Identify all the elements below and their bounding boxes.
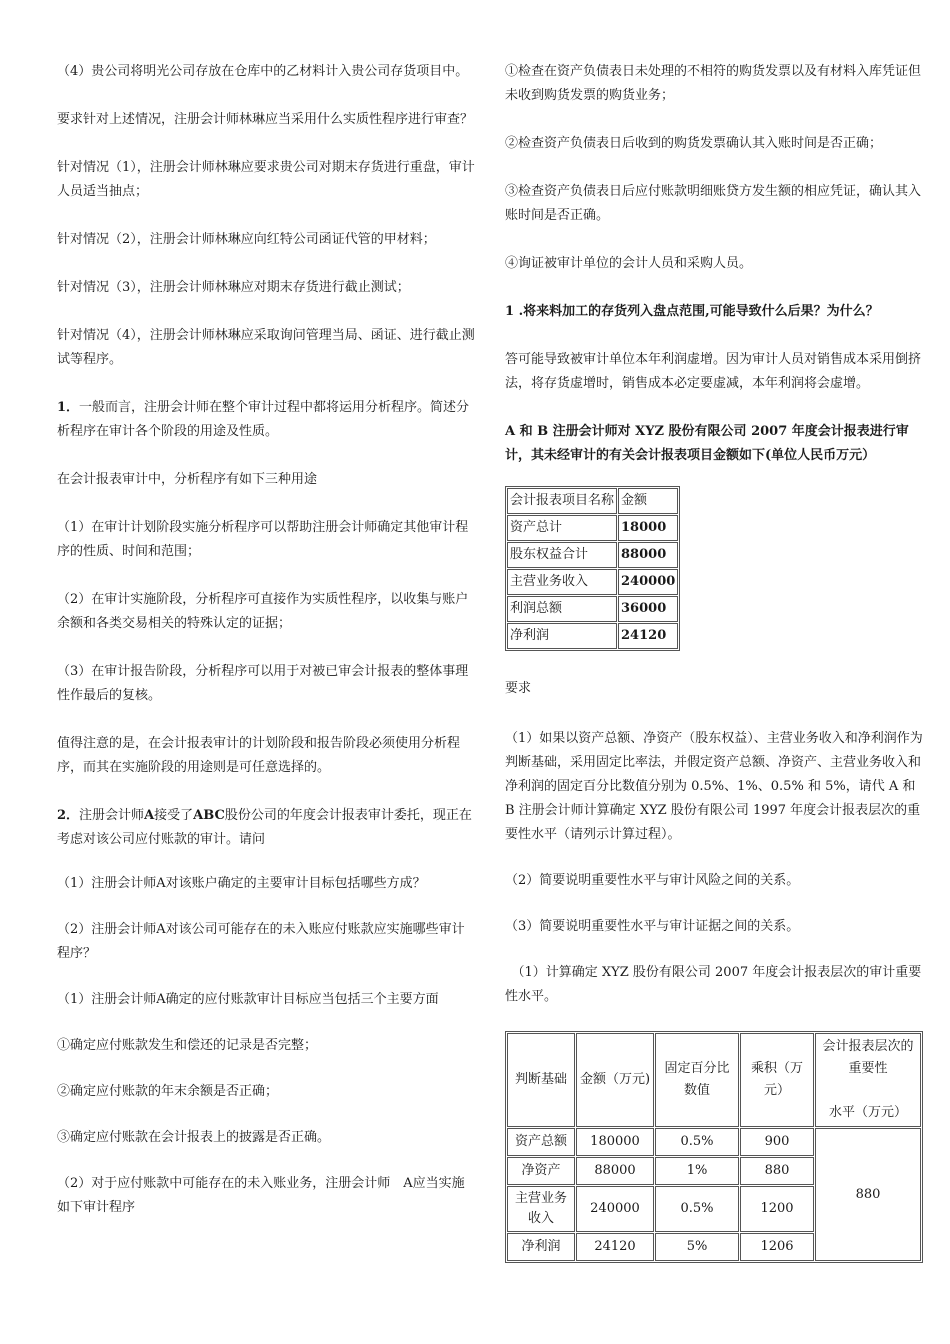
- table-cell: 1200: [740, 1186, 814, 1232]
- table-cell: 主营业务收入: [507, 569, 617, 595]
- table-cell: 资产总额: [507, 1128, 575, 1156]
- table-cell: 900: [740, 1128, 814, 1156]
- paragraph: （2）对于应付账款中可能存在的未入账业务，注册会计师 A应当实施如下审计程序: [57, 1176, 465, 1215]
- paragraph: 在会计报表审计中，分析程序有如下三种用途: [57, 472, 318, 487]
- table-cell: 利润总额: [507, 596, 617, 622]
- paragraph: ②检查资产负债表日后收到的购货发票确认其入账时间是否正确；: [505, 136, 883, 151]
- question-heading: 1 .将来料加工的存货列入盘点范围,可能导致什么后果？为什么？: [505, 304, 879, 319]
- table-cell: 净利润: [507, 1233, 575, 1261]
- financial-items-table: [505, 486, 680, 651]
- table-header-cell: 金额（万元): [576, 1033, 654, 1127]
- paragraph: （1）计算确定 XYZ 股份有限公司 2007 年度会计报表层次的审计重要性水平。: [505, 965, 922, 1004]
- table-header-cell: 乘积（万 元）: [740, 1033, 814, 1127]
- table-header-cell: 判断基础: [507, 1033, 575, 1127]
- paragraph: 针对情况（1），注册会计师林琳应要求贵公司对期末存货进行重盘，审计人员适当抽点；: [57, 160, 475, 199]
- paragraph: （1）如果以资产总额、净资产（股东权益）、主营业务收入和净利润作为判断基础，采用固定比率法，并假定资产总额、净资产、主营业务收入和净利润的固定百分比数值分别为 0.5%、1%、0.5% 和 5%，请代 A 和 B 注册会计师计算确定 XYZ 股份有限公司 1997 年度会计报表层次的重要性水平（请列示计算过程）。: [505, 731, 923, 842]
- paragraph: （3）在审计报告阶段，分析程序可以用于对被已审会计报表的整体事理性作最后的复核。: [57, 664, 469, 703]
- paragraph: ②确定应付账款的年末余额是否正确；: [57, 1084, 279, 1099]
- table-cell: 180000: [576, 1128, 654, 1156]
- table-cell: 880: [740, 1157, 814, 1185]
- paragraph: ③检查资产负债表日后应付账款明细账贷方发生额的相应凭证，确认其入账时间是否正确。: [505, 184, 922, 223]
- table-row: [507, 515, 678, 541]
- table-row: [507, 569, 678, 595]
- table-header-cell: 会计报表项目名称: [507, 488, 617, 514]
- paragraph: ①检查在资产负债表日未处理的不相符的购货发票以及有材料入库凭证但未收到购货发票的购货业务；: [505, 64, 922, 103]
- table-cell: 36000: [618, 596, 678, 622]
- table-cell: 资产总计: [507, 515, 617, 541]
- table-cell: 24120: [618, 623, 678, 649]
- table-cell: 净利润: [507, 623, 617, 649]
- right-column: [505, 60, 923, 1263]
- paragraph: （1）在审计计划阶段实施分析程序可以帮助注册会计师确定其他审计程序的性质、时间和范围；: [57, 520, 469, 559]
- paragraph: 针对情况（4），注册会计师林琳应采取询问管理当局、函证、进行截止测试等程序。: [57, 328, 475, 367]
- paragraph: ④询证被审计单位的会计人员和采购人员。: [505, 256, 753, 271]
- table-cell: 5%: [655, 1233, 739, 1261]
- paragraph: ③确定应付账款在会计报表上的披露是否正确。: [57, 1130, 331, 1145]
- paragraph: （1）注册会计师A对该账户确定的主要审计目标包括哪些方成？: [57, 876, 426, 891]
- table-header-cell: 金额: [618, 488, 678, 514]
- paragraph: （2）在审计实施阶段，分析程序可直接作为实质性程序，以收集与账户余额和各类交易相关的特殊认定的证据；: [57, 592, 469, 631]
- question-number: 2．: [57, 808, 80, 823]
- table-cell: 240000: [618, 569, 678, 595]
- paragraph: 答可能导致被审计单位本年利润虚增。因为审计人员对销售成本采用倒挤法，将存货虚增时，销售成本必定要虚减，本年利润将会虚增。: [505, 352, 922, 391]
- table-cell: 0.5%: [655, 1186, 739, 1232]
- table-header-row: [507, 488, 678, 514]
- materiality-result-cell: 880: [815, 1128, 921, 1261]
- table-cell: 88000: [618, 542, 678, 568]
- table-cell: 1206: [740, 1233, 814, 1261]
- paragraph: ①确定应付账款发生和偿还的记录是否完整；: [57, 1038, 318, 1053]
- table-cell: 18000: [618, 515, 678, 541]
- table-cell: 24120: [576, 1233, 654, 1261]
- question-1: [57, 396, 475, 444]
- table-row: [507, 596, 678, 622]
- paragraph: （2）注册会计师A对该公司可能存在的未入账应付账款应实施哪些审计程序？: [57, 922, 465, 961]
- paragraph: （4）贵公司将明光公司存放在仓库中的乙材料计入贵公司存货项目中。: [57, 64, 469, 79]
- paragraph: 针对情况（3），注册会计师林琳应对期末存货进行截止测试；: [57, 280, 410, 295]
- table-cell: 净资产: [507, 1157, 575, 1185]
- paragraph: 要求针对上述情况，注册会计师林琳应当采用什么实质性程序进行审查？: [57, 112, 474, 127]
- table-cell: 主营业务收入: [507, 1186, 575, 1232]
- paragraph: 针对情况（2），注册会计师林琳应向红特公司函证代管的甲材料；: [57, 232, 436, 247]
- paragraph: （1）注册会计师A确定的应付账款审计目标应当包括三个主要方面: [57, 992, 439, 1007]
- table-cell: 0.5%: [655, 1128, 739, 1156]
- question-text: 一般而言，注册会计师在整个审计过程中都将运用分析程序。简述分析程序在审计各个阶段的用途及性质。: [57, 400, 470, 439]
- paragraph: A 和 B 注册会计师对 XYZ 股份有限公司 2007 年度会计报表进行审计，其未经审计的有关会计报表项目金额如下(单位人民币万元）: [505, 424, 909, 463]
- question-number: 1．: [57, 400, 80, 415]
- table-cell: 88000: [576, 1157, 654, 1185]
- paragraph: 值得注意的是，在会计报表审计的计划阶段和报告阶段必须使用分析程序，而其在实施阶段的用途则是可任意选择的。: [57, 736, 461, 775]
- table-row: [507, 1128, 921, 1156]
- paragraph: （3）简要说明重要性水平与审计证据之间的关系。: [505, 919, 800, 934]
- table-cell: 股东权益合计: [507, 542, 617, 568]
- paragraph: 要求: [505, 681, 532, 696]
- table-header-cell: 固定百分比 数值: [655, 1033, 739, 1127]
- table-header-cell: 会计报表层次的 重要性 水平（万元）: [815, 1033, 921, 1127]
- materiality-table: [505, 1031, 923, 1263]
- table-cell: 240000: [576, 1186, 654, 1232]
- table-row: [507, 542, 678, 568]
- question-2: 2．注册会计师A接受了ABC股份公司的年度会计报表审计委托，现正在考虑对该公司应付账款的审计。请问: [57, 808, 472, 847]
- table-row: [507, 623, 678, 649]
- table-cell: 1%: [655, 1157, 739, 1185]
- table-header-row: [507, 1033, 921, 1127]
- left-column: [57, 60, 475, 1234]
- paragraph: （2）简要说明重要性水平与审计风险之间的关系。: [505, 873, 800, 888]
